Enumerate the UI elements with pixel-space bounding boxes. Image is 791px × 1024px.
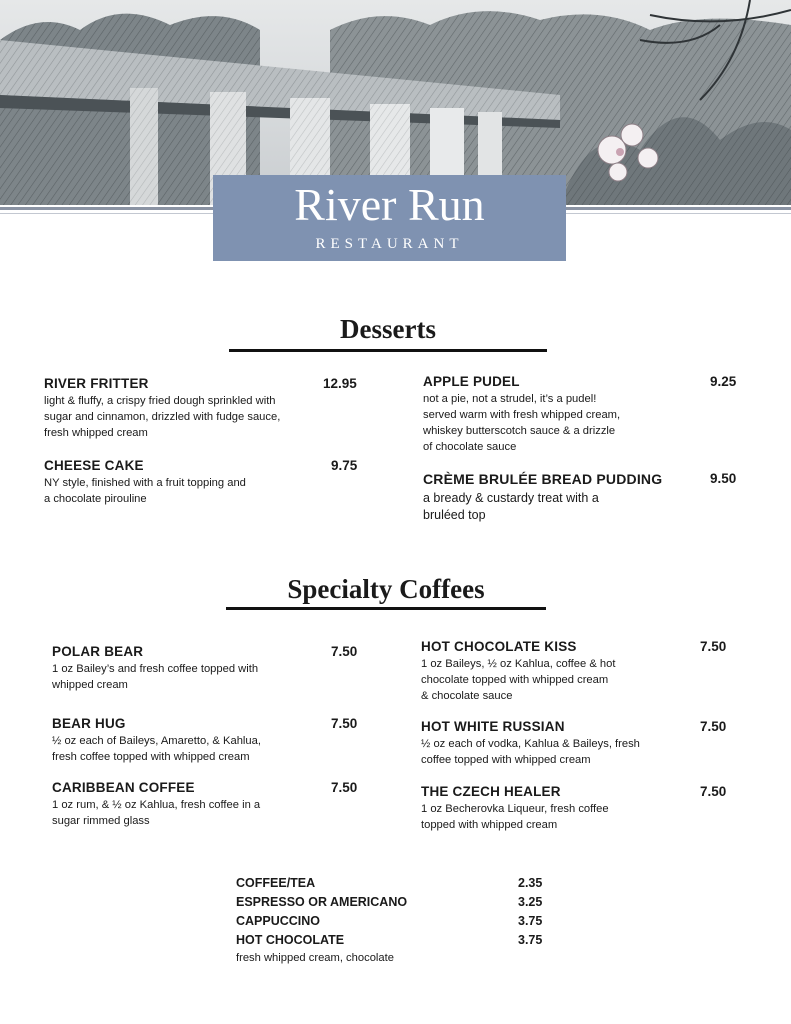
coffee-item — [421, 784, 761, 833]
item-description: light & fluffy, a crispy fried dough sprinkled with sugar and cinnamon, drizzled with fudge sauce, fresh whipped cream — [44, 395, 281, 439]
beverage-row — [236, 931, 556, 950]
coffee-item — [52, 780, 392, 829]
item-name: HOT CHOCOLATE KISS — [421, 639, 577, 654]
beverage-name: CAPPUCCINO — [236, 914, 321, 928]
restaurant-name: River Run — [294, 179, 485, 230]
beverage-name: ESPRESSO OR AMERICANO — [236, 895, 408, 909]
dessert-item — [44, 458, 384, 507]
item-price: 7.50 — [700, 639, 727, 654]
restaurant-subtitle: RESTAURANT — [315, 236, 464, 252]
item-name: THE CZECH HEALER — [421, 784, 561, 799]
item-name: CHEESE CAKE — [44, 458, 144, 473]
coffee-item — [421, 639, 761, 704]
item-price: 7.50 — [331, 644, 358, 659]
beverage-row — [236, 893, 556, 912]
beverage-row — [236, 874, 556, 893]
item-price: 9.25 — [710, 374, 737, 389]
beverage-row — [236, 912, 556, 931]
item-name: CARIBBEAN COFFEE — [52, 780, 195, 795]
desserts-title: Desserts — [340, 314, 436, 344]
item-description: NY style, finished with a fruit topping and a chocolate pirouline — [44, 477, 246, 505]
item-price: 12.95 — [323, 376, 357, 391]
restaurant-logo — [213, 175, 566, 261]
beverage-price: 3.75 — [518, 914, 543, 928]
item-price: 7.50 — [331, 780, 358, 795]
item-description: 1 oz Becherovka Liqueur, fresh coffee topped with whipped cream — [421, 803, 609, 831]
beverage-note: fresh whipped cream, chocolate — [236, 952, 394, 964]
item-name: HOT WHITE RUSSIAN — [421, 719, 565, 734]
coffee-item — [421, 719, 761, 768]
item-name: POLAR BEAR — [52, 644, 144, 659]
item-price: 9.75 — [331, 458, 358, 473]
beverage-price: 3.75 — [518, 933, 543, 947]
item-name: RIVER FRITTER — [44, 376, 149, 391]
dessert-item — [423, 374, 763, 455]
dessert-item — [44, 376, 384, 441]
dessert-item — [423, 471, 763, 524]
item-price: 7.50 — [331, 716, 358, 731]
beverage-list — [236, 874, 556, 966]
coffee-item — [52, 716, 392, 765]
coffees-title: Specialty Coffees — [287, 574, 485, 604]
item-description: not a pie, not a strudel, it’s a pudel! served warm with fresh whipped cream, whiskey butterscotch sauce & a drizzle of chocolate sauce — [423, 393, 621, 453]
beverage-name: COFFEE/TEA — [236, 876, 316, 890]
beverage-name: HOT CHOCOLATE — [236, 933, 345, 947]
item-description: a bready & custardy treat with a bruléed top — [423, 491, 599, 522]
coffees-rule — [226, 607, 546, 610]
item-description: ½ oz each of vodka, Kahlua & Baileys, fresh coffee topped with whipped cream — [421, 738, 640, 766]
item-name: BEAR HUG — [52, 716, 126, 731]
item-description: 1 oz rum, & ½ oz Kahlua, fresh coffee in a sugar rimmed glass — [52, 799, 261, 827]
item-price: 9.50 — [710, 471, 737, 486]
coffee-item — [52, 644, 392, 693]
item-description: 1 oz Bailey’s and fresh coffee topped with whipped cream — [52, 663, 259, 691]
item-description: ½ oz each of Baileys, Amaretto, & Kahlua, fresh coffee topped with whipped cream — [52, 735, 261, 763]
item-name: CRÈME BRULÉE BREAD PUDDING — [423, 471, 663, 487]
beverage-price: 3.25 — [518, 895, 543, 909]
item-price: 7.50 — [700, 784, 727, 799]
item-description: 1 oz Baileys, ½ oz Kahlua, coffee & hot chocolate topped with whipped cream & chocolate sauce — [421, 658, 616, 702]
item-price: 7.50 — [700, 719, 727, 734]
beverage-price: 2.35 — [518, 876, 543, 890]
item-name: APPLE PUDEL — [423, 374, 520, 389]
desserts-rule — [229, 349, 547, 352]
